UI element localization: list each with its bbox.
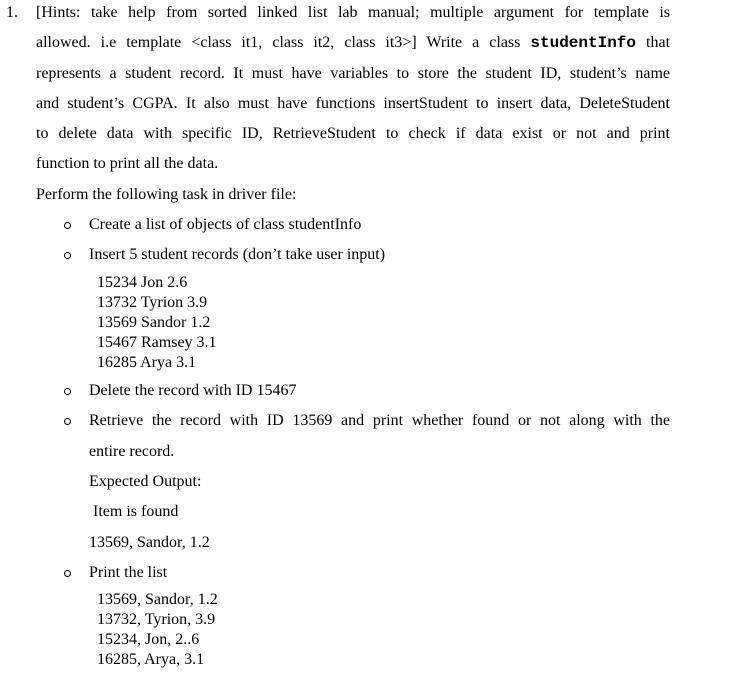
print-output-line-1: 13569, Sandor, 1.2 xyxy=(97,591,218,608)
print-output-line-4: 16285, Arya, 3.1 xyxy=(97,651,205,668)
bullet-icon xyxy=(64,570,71,577)
bullet-icon xyxy=(64,388,71,395)
task-item-4: Retrieve the record with ID 13569 and print whether found or not along with the xyxy=(89,412,670,429)
expected-output-label: Expected Output: xyxy=(89,473,202,490)
bullet-icon xyxy=(64,418,71,425)
task-item-4-continuation: entire record. xyxy=(89,443,175,460)
print-output-line-2: 13732, Tyrion, 3.9 xyxy=(97,611,216,628)
paragraph-line-5: to delete data with specific ID, RetrieveStudent to check if data exist or not and print xyxy=(36,125,670,142)
bullet-icon xyxy=(64,222,71,229)
task-item-5: Print the list xyxy=(89,564,168,581)
record-line-5: 16285 Arya 3.1 xyxy=(97,354,197,371)
class-name-code: studentInfo xyxy=(530,34,637,52)
record-line-2: 13732 Tyrion 3.9 xyxy=(97,294,208,311)
task-item-1: Create a list of objects of class studentInfo xyxy=(89,216,362,233)
paragraph-line-2-tail: that xyxy=(646,34,671,51)
record-line-4: 15467 Ramsey 3.1 xyxy=(97,334,217,351)
bullet-icon xyxy=(64,252,71,259)
question-number: 1. xyxy=(6,4,18,21)
paragraph-line-2-text: allowed. i.e template <class it1, class it2, class it3>] Write a class xyxy=(36,34,521,51)
print-output-line-3: 15234, Jon, 2..6 xyxy=(97,631,200,648)
paragraph-line-1: [Hints: take help from sorted linked list lab manual; multiple argument for template is xyxy=(36,4,670,21)
paragraph-line-2 xyxy=(36,33,670,53)
task-item-2: Insert 5 student records (don’t take user input) xyxy=(89,246,386,263)
expected-found-text: Item is found xyxy=(93,503,179,520)
expected-record-text: 13569, Sandor, 1.2 xyxy=(89,534,210,551)
record-line-1: 15234 Jon 2.6 xyxy=(97,274,188,291)
paragraph-line-3: represents a student record. It must have variables to store the student ID, student’s name xyxy=(36,65,670,82)
paragraph-line-6: function to print all the data. xyxy=(36,155,219,172)
paragraph-line-4: and student’s CGPA. It also must have functions insertStudent to insert data, DeleteStudent xyxy=(36,95,670,112)
record-line-3: 13569 Sandor 1.2 xyxy=(97,314,211,331)
task-item-3: Delete the record with ID 15467 xyxy=(89,382,297,399)
tasks-heading: Perform the following task in driver file: xyxy=(36,186,297,203)
